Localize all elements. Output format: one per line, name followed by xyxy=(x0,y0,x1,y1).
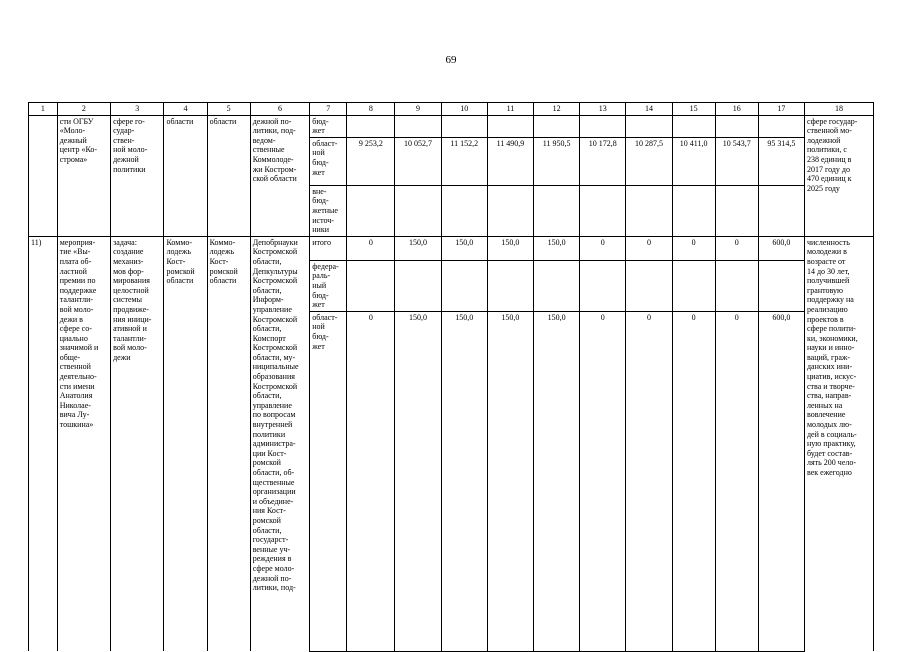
value-cell: 0 xyxy=(626,311,672,651)
column-number: 3 xyxy=(111,103,164,116)
value-cell: 150,0 xyxy=(534,236,580,260)
value-cell: 150,0 xyxy=(441,311,487,651)
value-cell: 150,0 xyxy=(534,311,580,651)
value-cell xyxy=(715,115,758,137)
cell-col-6: Депобрнауки Костромской области, Депкультуры Костромской области, Информ- управление Костромской области, Комспорт Костромской области, му- ниципальные образования Костромской области, управление по вопросам внутренней политики администра- ции Кост- ромской области, об- щественные организации и объедине- ния Кост- ромской области, государст- венные уч- реждения в сфере моло- дежной по- литики, под- xyxy=(250,236,310,651)
value-cell: 0 xyxy=(715,236,758,260)
value-cell xyxy=(626,185,672,236)
column-number-row xyxy=(29,103,874,116)
value-cell xyxy=(441,185,487,236)
value-cell: 0 xyxy=(580,311,626,651)
value-cell xyxy=(758,115,804,137)
funding-source: бюд- жет xyxy=(310,115,347,137)
value-cell: 0 xyxy=(672,311,715,651)
column-number: 1 xyxy=(29,103,58,116)
funding-source: област- ной бюд- жет xyxy=(310,311,347,651)
column-number: 13 xyxy=(580,103,626,116)
value-cell xyxy=(758,185,804,236)
funding-source: итого xyxy=(310,236,347,260)
value-cell: 0 xyxy=(347,311,395,651)
value-cell xyxy=(487,260,533,311)
value-cell xyxy=(715,185,758,236)
value-cell xyxy=(580,260,626,311)
column-number: 5 xyxy=(207,103,250,116)
value-cell: 0 xyxy=(715,311,758,651)
column-number: 14 xyxy=(626,103,672,116)
cell-col-3: задача: создание механиз- мов фор- мирования целостной системы продвиже- ния иници- ативной и талантли- вой моло- дежи xyxy=(111,236,164,651)
cell-col-1: 11) xyxy=(29,236,58,651)
value-cell: 10 172,8 xyxy=(580,137,626,185)
cell-col-6: дежной по- литики, под- ведом- ственные Коммолоде- жи Костром- ской области xyxy=(250,115,310,236)
value-cell: 10 543,7 xyxy=(715,137,758,185)
column-number: 8 xyxy=(347,103,395,116)
value-cell xyxy=(441,115,487,137)
indicator-text: сфере государ- ственной мо- лодежной политики, с 238 единиц в 2017 году до 470 единиц к 2025 году xyxy=(804,115,873,236)
funding-source: област- ной бюд- жет xyxy=(310,137,347,185)
column-number: 16 xyxy=(715,103,758,116)
value-cell xyxy=(580,185,626,236)
value-cell: 9 253,2 xyxy=(347,137,395,185)
value-cell: 150,0 xyxy=(395,311,441,651)
column-number: 11 xyxy=(487,103,533,116)
value-cell: 150,0 xyxy=(395,236,441,260)
column-number: 17 xyxy=(758,103,804,116)
indicator-text: численность молодежи в возрасте от 14 до 30 лет, получившей грантовую поддержку на реализацию проектов в сфере полити- ки, экономики, науки и инно- ваций, граж- данских ини- циатив, искус- ства и творче- ства, направ- ленных на вовлечение молодых лю- дей в социаль- ную практику, будет состав- лять 200 чело- век ежегодно xyxy=(804,236,873,651)
value-cell: 150,0 xyxy=(487,236,533,260)
value-cell xyxy=(487,185,533,236)
value-cell xyxy=(626,260,672,311)
cell-col-3: сфере го- судар- ствен- ной моло- дежной политики xyxy=(111,115,164,236)
value-cell xyxy=(487,115,533,137)
column-number: 18 xyxy=(804,103,873,116)
column-number: 4 xyxy=(164,103,207,116)
column-number: 9 xyxy=(395,103,441,116)
cell-col-2: мероприя- тие «Вы- плата об- ластной премии по поддержке талантли- вой моло- дежи в сфере со- циально значимой и обще- ственной деятельно- сти имени Анатолия Николае- вича Лу- тошкина» xyxy=(57,236,110,651)
cell-col-5: области xyxy=(207,115,250,236)
cell-col-2: сти ОГБУ «Моло- дежный центр «Ко- строма» xyxy=(57,115,110,236)
value-cell: 10 411,0 xyxy=(672,137,715,185)
value-cell: 600,0 xyxy=(758,311,804,651)
value-cell xyxy=(758,260,804,311)
cell-col-5: Коммо- лодежь Кост- ромской области xyxy=(207,236,250,651)
value-cell: 0 xyxy=(347,236,395,260)
value-cell: 11 490,9 xyxy=(487,137,533,185)
value-cell xyxy=(534,115,580,137)
value-cell: 10 287,5 xyxy=(626,137,672,185)
value-cell xyxy=(672,115,715,137)
value-cell: 600,0 xyxy=(758,236,804,260)
value-cell xyxy=(395,185,441,236)
value-cell xyxy=(395,260,441,311)
value-cell xyxy=(626,115,672,137)
funding-source: вне- бюд- жетные источ- ники xyxy=(310,185,347,236)
value-cell xyxy=(672,185,715,236)
value-cell xyxy=(347,260,395,311)
value-cell: 11 950,5 xyxy=(534,137,580,185)
value-cell: 0 xyxy=(672,236,715,260)
value-cell xyxy=(534,185,580,236)
value-cell: 150,0 xyxy=(441,236,487,260)
funding-source: федера- раль- ный бюд- жет xyxy=(310,260,347,311)
value-cell xyxy=(347,115,395,137)
value-cell xyxy=(715,260,758,311)
value-cell xyxy=(534,260,580,311)
column-number: 6 xyxy=(250,103,310,116)
value-cell: 95 314,5 xyxy=(758,137,804,185)
value-cell xyxy=(580,115,626,137)
value-cell xyxy=(441,260,487,311)
table-row xyxy=(29,115,874,137)
page-number: 69 xyxy=(445,54,457,66)
value-cell: 10 052,7 xyxy=(395,137,441,185)
cell-col-4: Коммо- лодежь Кост- ромской области xyxy=(164,236,207,651)
value-cell: 150,0 xyxy=(487,311,533,651)
column-number: 2 xyxy=(57,103,110,116)
table-row xyxy=(29,236,874,260)
column-number: 12 xyxy=(534,103,580,116)
value-cell xyxy=(347,185,395,236)
value-cell: 11 152,2 xyxy=(441,137,487,185)
value-cell: 0 xyxy=(580,236,626,260)
program-table xyxy=(28,102,874,652)
cell-col-1 xyxy=(29,115,58,236)
cell-col-4: области xyxy=(164,115,207,236)
column-number: 7 xyxy=(310,103,347,116)
value-cell: 0 xyxy=(626,236,672,260)
value-cell xyxy=(395,115,441,137)
value-cell xyxy=(672,260,715,311)
column-number: 15 xyxy=(672,103,715,116)
column-number: 10 xyxy=(441,103,487,116)
